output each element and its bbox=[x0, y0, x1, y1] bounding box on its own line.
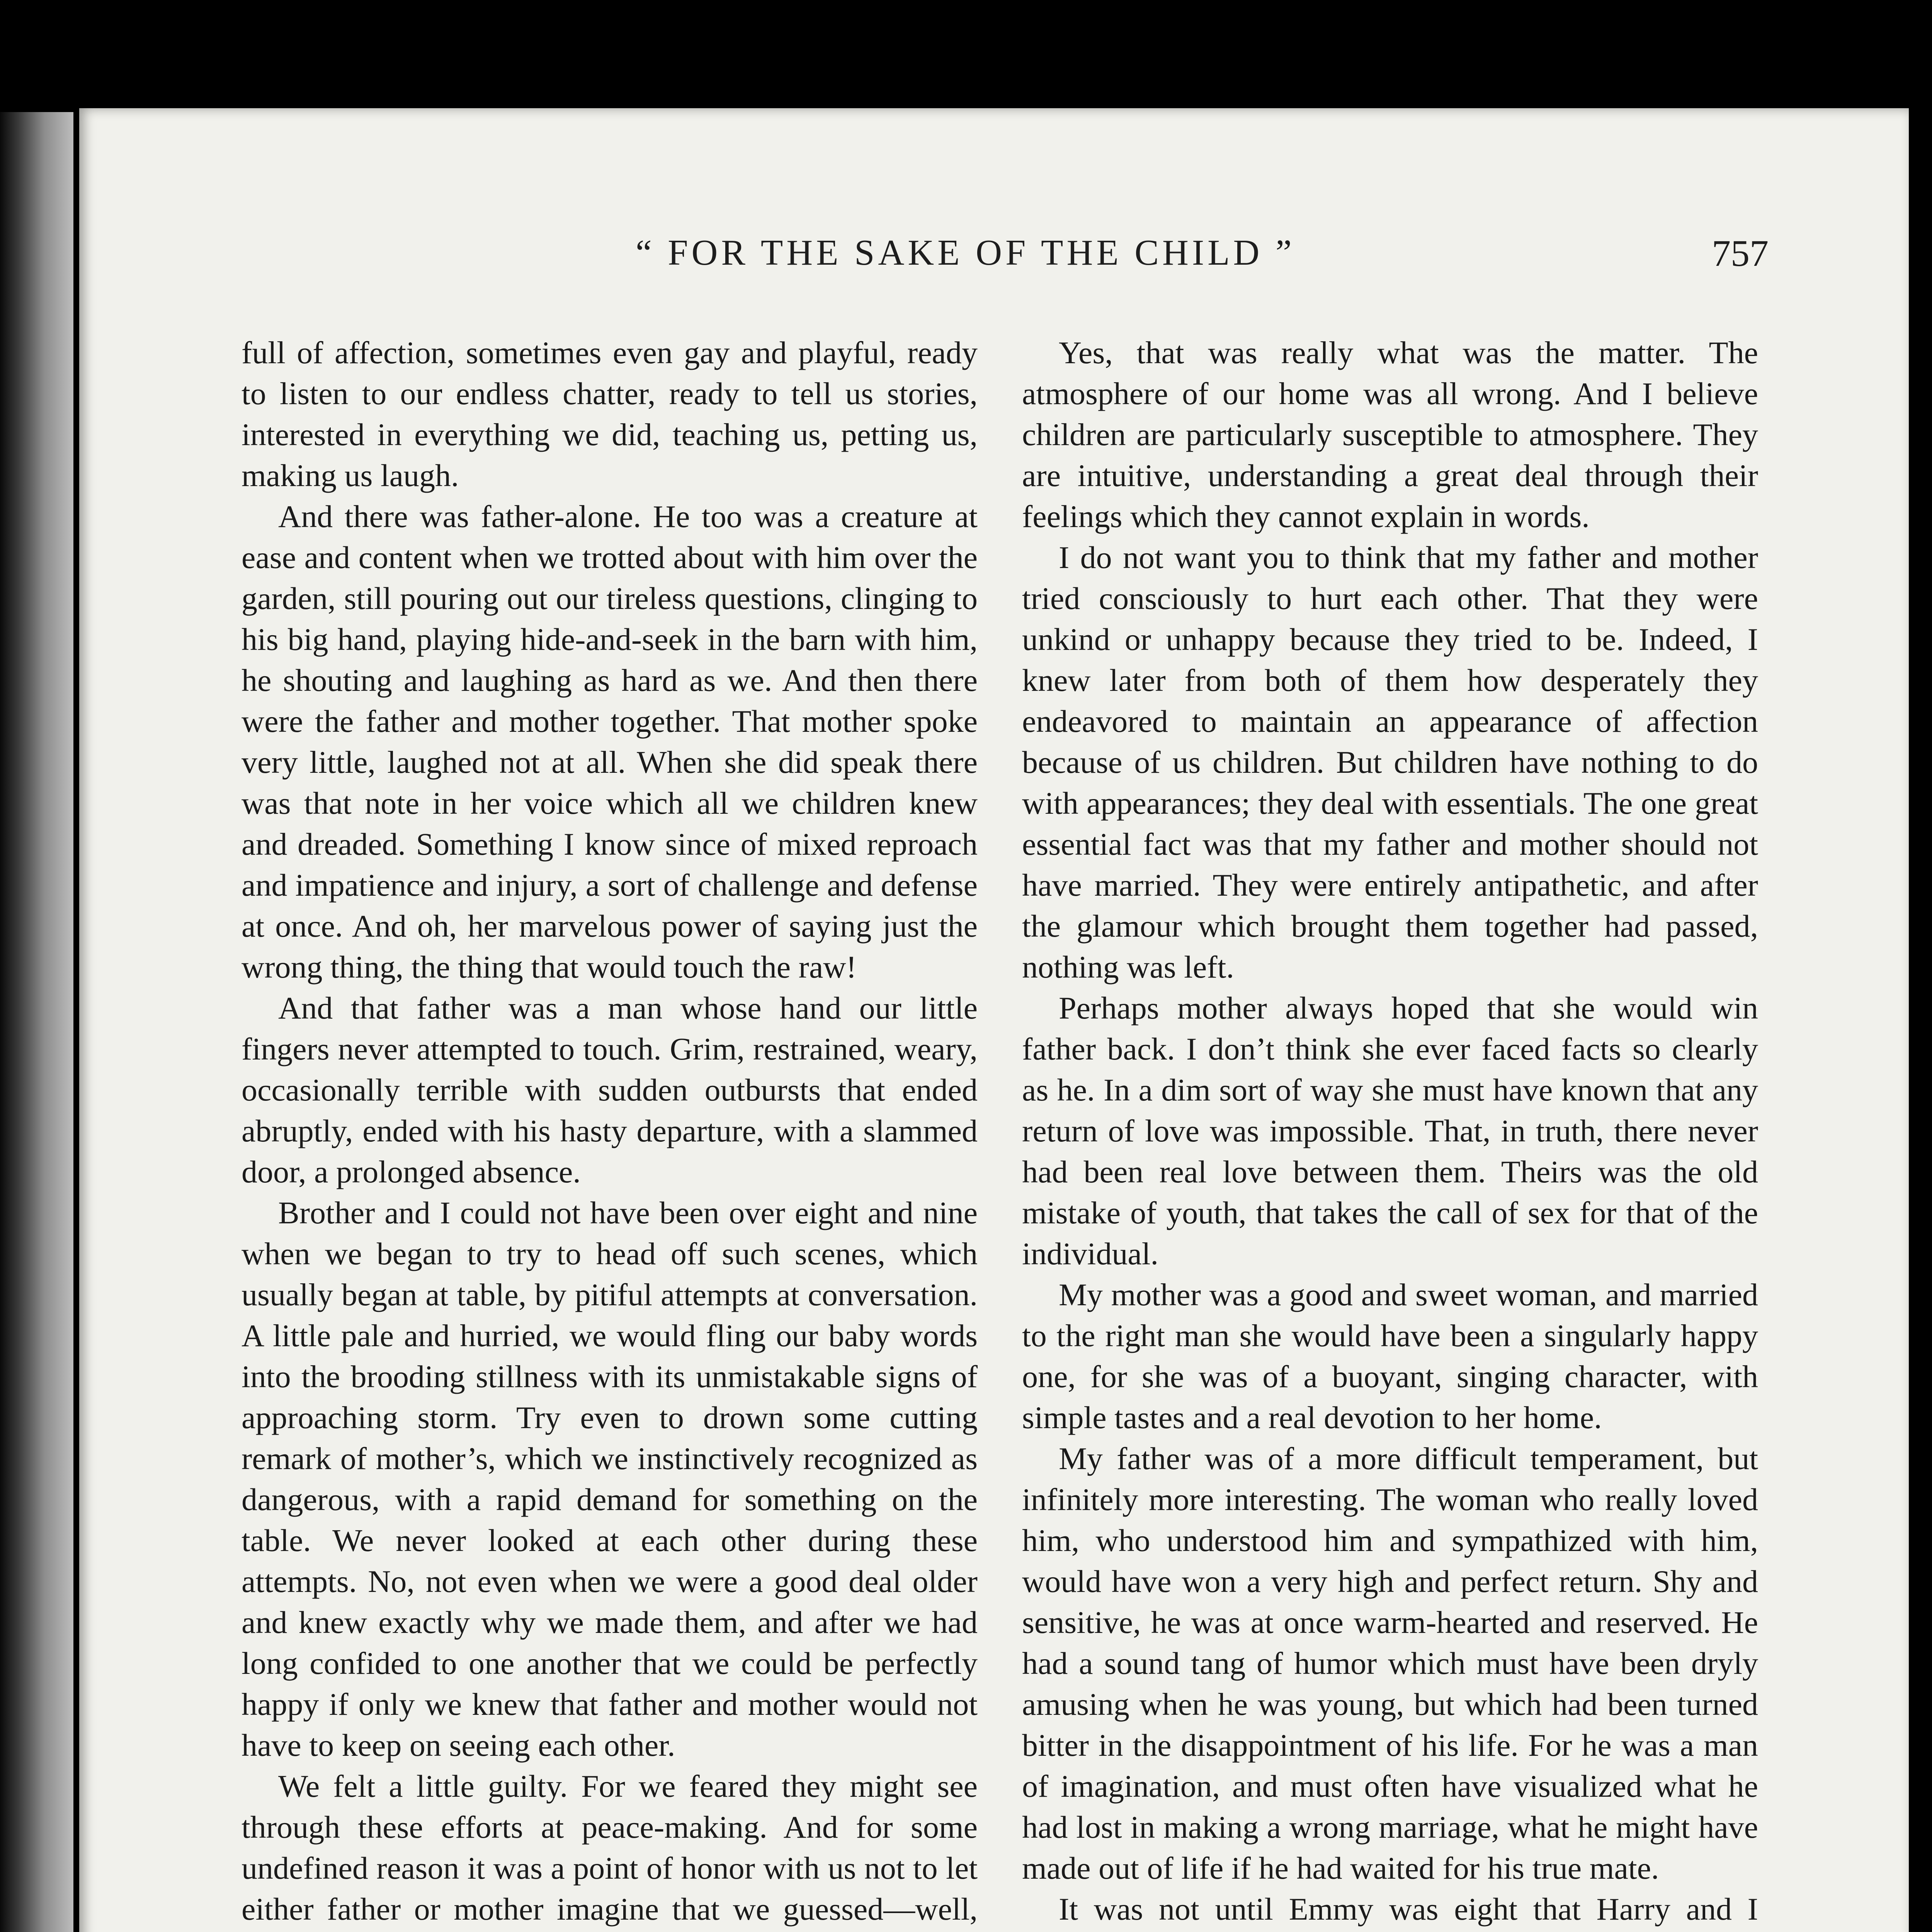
paragraph: And that father was a man whose hand our little fingers never attempted to touch. Grim, restrained, weary, occasionally terrible with sudden outbursts that ended abruptly, ended with his hasty departure, with a slammed door, a prolonged absence. bbox=[242, 990, 978, 1189]
paragraph: Perhaps mother always hoped that she would win father back. I don’t think she ever faced facts so clearly as he. In a dim sort of way she must have known that any return of love was impossible. That, in truth, there never had been real love between them. Theirs was the old mistake of youth, that takes the call of sex for that of the individual. bbox=[1022, 990, 1758, 1271]
running-title: “ FOR THE SAKE OF THE CHILD ” bbox=[636, 233, 1295, 273]
paragraph: We felt a little guilty. For we feared they might see through these efforts at peace-making. And for some undefined reason it was a point of honor with us not to let either father or mother imagine that we guessed—well, bbox=[242, 1769, 978, 1927]
paragraph: My mother was a good and sweet woman, and married to the right man she would have been a singularly happy one, for she was of a buoyant, singing character, with simple tastes and a real devotion to her home. bbox=[1022, 1277, 1758, 1435]
text-column-left bbox=[242, 332, 978, 1932]
paragraph: My father was of a more difficult temperament, but infinitely more interesting. The woman who really loved him, who understood him and sympathized with him, would have won a very high and perfect return. Shy and sensitive, he was at once warm-hearted and reserved. He had a sound tang of humor which must have been dryly amusing when he was young, but which had been turned bitter in the disappointment of his life. For he was a man of imagination, and must often have visualized what he had lost in making a wrong marriage, what he might have made out of life if he had waited for his true mate. bbox=[1022, 1441, 1758, 1886]
paragraph: It was not until Emmy was eight that Harry and I bbox=[1059, 1891, 1758, 1927]
facing-page-edge bbox=[0, 112, 73, 1932]
paragraph: Brother and I could not have been over eight and nine when we began to try to head off such scenes, which usually began at table, by pitiful attempts at conversation. A little pale and hurried, we would fling our baby words into the brooding stillness with its unmistakable signs of approaching storm. Try even to drown some cutting remark of mother’s, which we instinctively recognized as dangerous, with a rapid demand for something on the table. We never looked at each other during these attempts. No, not even when we were a good deal older and knew exactly why we made them, and after we had long confided to one another that we could be perfectly happy if only we knew that father and mother would not have to keep on seeing each other. bbox=[242, 1195, 978, 1763]
paragraph: full of affection, sometimes even gay and playful, ready to listen to our endless chatter, ready to tell us stories, interested in everything we did, teaching us, petting us, making us laugh. bbox=[242, 335, 978, 493]
paragraph: And there was father-alone. He too was a creature at ease and content when we trotted about with him over the garden, still pouring out our tireless questions, clinging to his big hand, playing hide-and-seek in the barn with him, he shouting and laughing as hard as we. And then there were the father and mother together. That mother spoke very little, laughed not at all. When she did speak there was that note in her voice which all we children knew and dreaded. Something I know since of mixed reproach and impatience and injury, a sort of challenge and defense at once. And oh, her marvelous power of saying just the wrong thing, the thing that would touch the raw! bbox=[242, 499, 978, 985]
paragraph: Yes, that was really what was the matter. The atmosphere of our home was all wrong. And I believe children are particularly susceptible to atmosphere. They are intuitive, understanding a great deal through their feelings which they cannot explain in words. bbox=[1022, 335, 1758, 534]
paragraph: I do not want you to think that my father and mother tried consciously to hurt each other. That they were unkind or unhappy because they tried to be. Indeed, I knew later from both of them how desperately they endeavored to maintain an appearance of affection because of us children. But children have nothing to do with appearances; they deal with essentials. The one great essential fact was that my father and mother should not have married. They were entirely antipathetic, and after the glamour which brought them together had passed, nothing was left. bbox=[1022, 540, 1758, 985]
page-number: 757 bbox=[1712, 233, 1769, 274]
book-page bbox=[79, 108, 1909, 1932]
text-column-right bbox=[1022, 332, 1758, 1932]
